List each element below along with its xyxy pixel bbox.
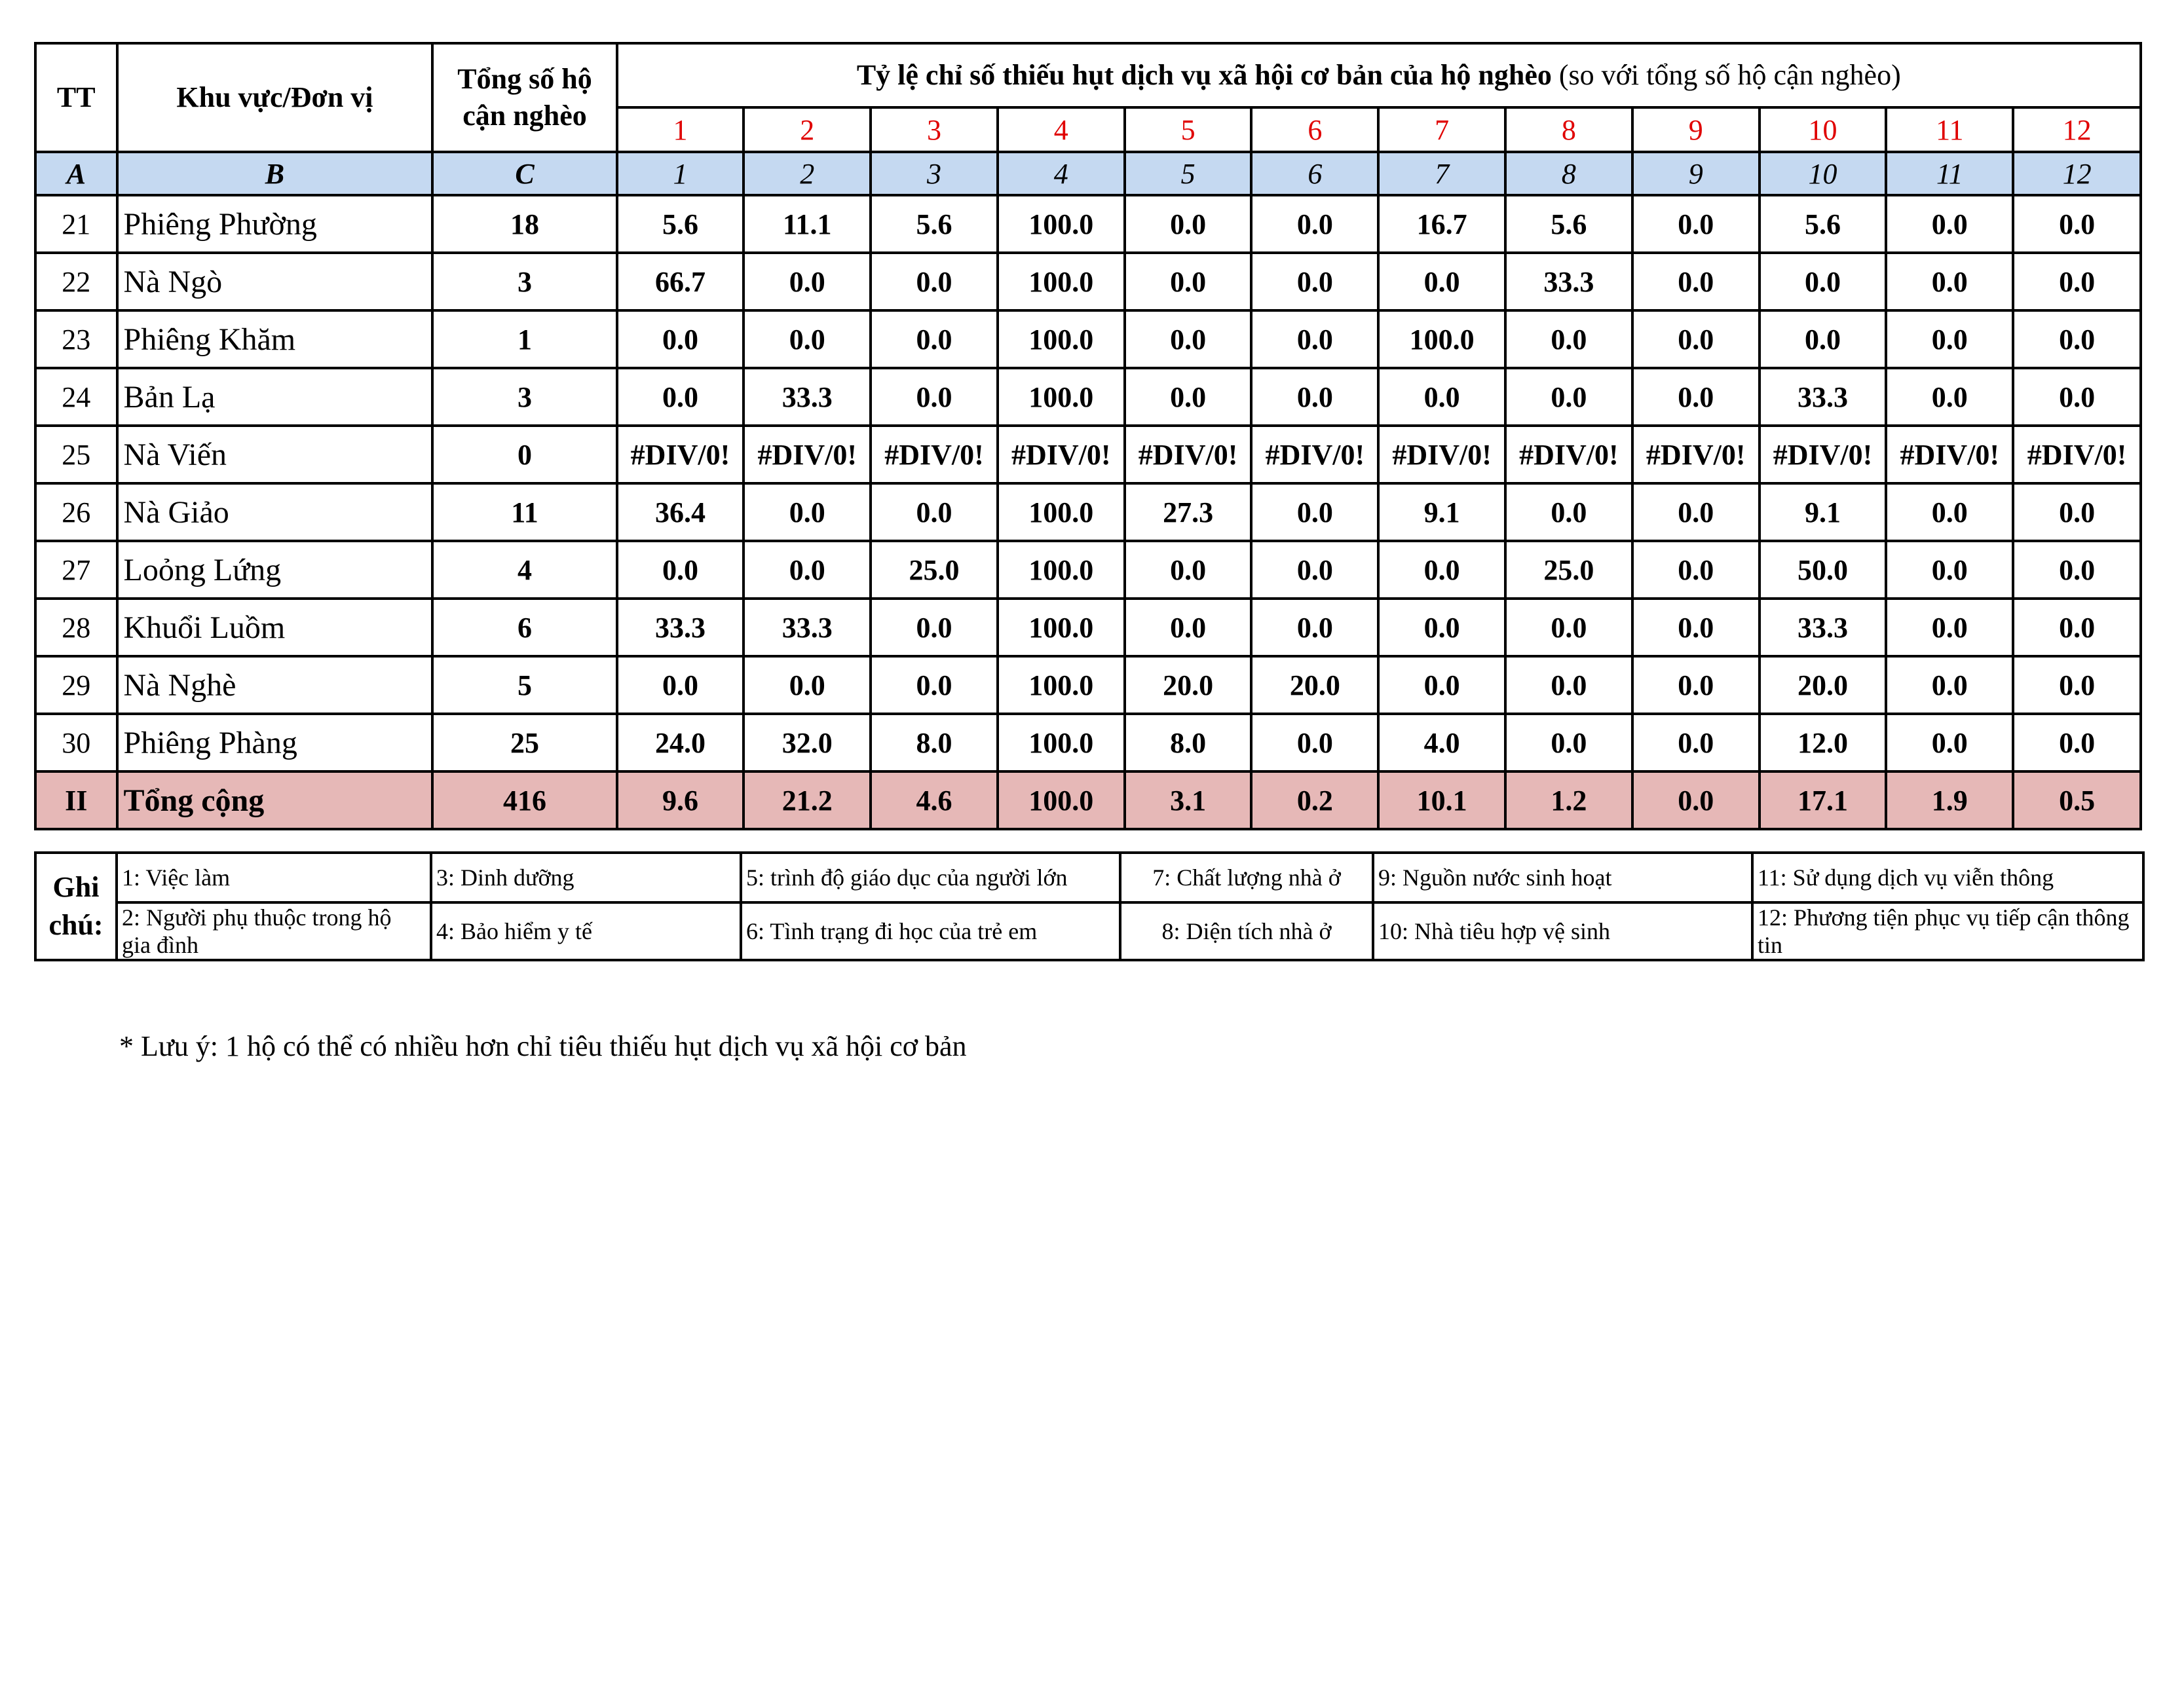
row-area-name: Loỏng Lứng [117,541,433,599]
row-tt: 27 [35,541,117,599]
note-item: 9: Nguồn nước sinh hoạt [1373,853,1752,902]
table-body [35,195,2141,829]
table-row [35,195,2141,253]
row-ratio-value: 0.0 [1886,656,2013,714]
letter-c: C [432,152,616,195]
row-ratio-value: 0.0 [1378,656,1505,714]
indicator-number: 8 [1505,107,1632,152]
row-ratio-value: 11.1 [744,195,871,253]
row-ratio-value: 0.0 [871,310,998,368]
row-ratio-value: 5.6 [871,195,998,253]
row-ratio-value: 0.0 [1505,599,1632,656]
indicator-number: 7 [1378,107,1505,152]
row-ratio-value: 33.3 [1505,253,1632,310]
row-area-name: Phiêng Phường [117,195,433,253]
ratio-title-normal: (so với tổng số hộ cận nghèo) [1551,59,1901,91]
row-ratio-value: 0.0 [1251,541,1378,599]
row-ratio-value: 9.1 [1760,483,1887,541]
row-ratio-value: 0.0 [1125,541,1252,599]
row-ratio-value: 0.0 [1378,253,1505,310]
row-ratio-value: 100.0 [1378,310,1505,368]
row-ratio-value: 33.3 [1760,368,1887,426]
note-item: 3: Dinh dưỡng [431,853,741,902]
row-ratio-value: 8.0 [871,714,998,771]
letter-col: 6 [1251,152,1378,195]
row-ratio-value: 24.0 [617,714,744,771]
row-total: 1 [432,310,616,368]
header-area: Khu vực/Đơn vị [117,43,433,152]
header-tt: TT [35,43,117,152]
row-tt: 21 [35,195,117,253]
row-ratio-value: 0.0 [744,541,871,599]
row-area-name: Nà Viến [117,426,433,483]
row-area-name: Bản Lạ [117,368,433,426]
header-total-line2: cận nghèo [462,100,587,132]
total-row [35,771,2141,829]
row-area-name: Phiêng Phàng [117,714,433,771]
row-ratio-value: 0.0 [871,599,998,656]
letter-a: A [35,152,117,195]
row-ratio-value: 0.0 [871,656,998,714]
row-ratio-value: 0.0 [1886,310,2013,368]
table-row [35,310,2141,368]
row-ratio-value: 100.0 [998,310,1125,368]
note-item: 8: Diện tích nhà ở [1120,902,1373,960]
row-ratio-value: 100.0 [998,714,1125,771]
notes-table [34,851,2145,961]
row-ratio-value: #DIV/0! [1251,426,1378,483]
row-ratio-value: 0.0 [1632,368,1760,426]
row-ratio-value: 0.0 [1632,310,1760,368]
row-tt: 25 [35,426,117,483]
letter-col: 10 [1760,152,1887,195]
note-item: 5: trình độ giáo dục của người lớn [741,853,1120,902]
row-ratio-value: 0.0 [1251,368,1378,426]
row-ratio-value: 100.0 [998,771,1125,829]
row-ratio-value: 20.0 [1251,656,1378,714]
note-item: 11: Sử dụng dịch vụ viễn thông [1752,853,2143,902]
row-ratio-value: 0.0 [2013,541,2141,599]
row-area-name: Nà Ngò [117,253,433,310]
table-row [35,368,2141,426]
header-total-near-poor [432,43,616,152]
row-total: 0 [432,426,616,483]
row-ratio-value: #DIV/0! [2013,426,2141,483]
ratio-title-bold: Tỷ lệ chỉ số thiếu hụt dịch vụ xã hội cơ bản của hộ nghèo [856,59,1552,91]
letter-col: 9 [1632,152,1760,195]
row-ratio-value: #DIV/0! [998,426,1125,483]
row-ratio-value: 0.0 [617,541,744,599]
row-area-name: Tổng cộng [117,771,433,829]
row-total: 25 [432,714,616,771]
row-ratio-value: 100.0 [998,368,1125,426]
row-ratio-value: 0.0 [1760,310,1887,368]
row-ratio-value: 33.3 [744,368,871,426]
row-ratio-value: 5.6 [1760,195,1887,253]
notes-label-line2: chú: [48,909,104,941]
note-item: 7: Chất lượng nhà ở [1120,853,1373,902]
table-row [35,714,2141,771]
row-ratio-value: 0.0 [744,253,871,310]
row-total: 3 [432,253,616,310]
row-ratio-value: 9.1 [1378,483,1505,541]
row-ratio-value: 0.0 [1251,310,1378,368]
row-ratio-value: 100.0 [998,483,1125,541]
table-row [35,483,2141,541]
row-tt: 23 [35,310,117,368]
row-ratio-value: 0.0 [1632,656,1760,714]
indicator-number: 9 [1632,107,1760,152]
row-ratio-value: 0.0 [2013,253,2141,310]
row-ratio-value: 0.0 [2013,195,2141,253]
row-ratio-value: 0.0 [1886,195,2013,253]
row-ratio-value: 100.0 [998,599,1125,656]
row-ratio-value: 0.0 [617,368,744,426]
indicator-number: 12 [2013,107,2141,152]
row-ratio-value: 0.0 [1760,253,1887,310]
row-ratio-value: 0.0 [744,656,871,714]
row-ratio-value: 0.0 [1125,599,1252,656]
row-ratio-value: 20.0 [1125,656,1252,714]
row-ratio-value: 0.0 [871,368,998,426]
table-row [35,541,2141,599]
letter-col: 8 [1505,152,1632,195]
row-ratio-value: 100.0 [998,541,1125,599]
row-total: 6 [432,599,616,656]
row-ratio-value: #DIV/0! [1505,426,1632,483]
row-ratio-value: 1.2 [1505,771,1632,829]
row-ratio-value: 0.0 [1251,483,1378,541]
row-ratio-value: 0.0 [2013,368,2141,426]
row-ratio-value: 0.0 [1378,599,1505,656]
row-ratio-value: 0.5 [2013,771,2141,829]
row-tt: 22 [35,253,117,310]
row-ratio-value: 0.0 [1125,195,1252,253]
indicator-number: 6 [1251,107,1378,152]
row-ratio-value: 4.0 [1378,714,1505,771]
row-ratio-value: #DIV/0! [1378,426,1505,483]
row-ratio-value: #DIV/0! [1632,426,1760,483]
row-ratio-value: 0.0 [1125,253,1252,310]
row-ratio-value: 0.0 [2013,714,2141,771]
row-ratio-value: 50.0 [1760,541,1887,599]
row-ratio-value: 0.0 [617,310,744,368]
row-ratio-value: 25.0 [871,541,998,599]
row-ratio-value: 0.0 [1886,253,2013,310]
row-area-name: Khuổi Luồm [117,599,433,656]
note-item: 12: Phương tiện phục vụ tiếp cận thông tin [1752,902,2143,960]
row-tt: 24 [35,368,117,426]
letter-col: 12 [2013,152,2141,195]
row-ratio-value: 0.0 [1632,541,1760,599]
table-header [35,43,2141,195]
row-ratio-value: 33.3 [617,599,744,656]
row-ratio-value: 3.1 [1125,771,1252,829]
indicator-number: 4 [998,107,1125,152]
row-total: 11 [432,483,616,541]
row-area-name: Phiêng Khăm [117,310,433,368]
row-ratio-value: 0.0 [1251,253,1378,310]
note-item: 2: Người phụ thuộc trong hộ gia đình [117,902,431,960]
row-ratio-value: #DIV/0! [744,426,871,483]
row-ratio-value: 36.4 [617,483,744,541]
row-total: 416 [432,771,616,829]
row-ratio-value: 1.9 [1886,771,2013,829]
row-ratio-value: 0.0 [1886,599,2013,656]
row-ratio-value: 0.0 [1505,714,1632,771]
letter-col: 4 [998,152,1125,195]
row-ratio-value: 0.0 [2013,599,2141,656]
row-ratio-value: 66.7 [617,253,744,310]
row-area-name: Nà Giảo [117,483,433,541]
row-ratio-value: 0.0 [1125,310,1252,368]
letter-col: 7 [1378,152,1505,195]
notes-label [35,853,117,960]
row-ratio-value: 20.0 [1760,656,1887,714]
row-total: 18 [432,195,616,253]
row-ratio-value: 0.0 [1378,541,1505,599]
row-ratio-value: 0.0 [1632,253,1760,310]
row-tt: 29 [35,656,117,714]
table-row [35,426,2141,483]
table-row [35,656,2141,714]
row-ratio-value: 0.0 [744,310,871,368]
row-ratio-value: 33.3 [744,599,871,656]
row-ratio-value: #DIV/0! [1886,426,2013,483]
table-row [35,253,2141,310]
row-ratio-value: 100.0 [998,656,1125,714]
row-ratio-value: 0.0 [1378,368,1505,426]
footnote: * Lưu ý: 1 hộ có thể có nhiều hơn chỉ tiêu thiếu hụt dịch vụ xã hội cơ bản [119,1030,967,1062]
row-ratio-value: 0.0 [1886,714,2013,771]
row-ratio-value: 0.0 [871,253,998,310]
row-ratio-value: 5.6 [1505,195,1632,253]
row-ratio-value: 0.0 [1251,714,1378,771]
row-ratio-value: 0.0 [744,483,871,541]
row-ratio-value: 5.6 [617,195,744,253]
row-ratio-value: 17.1 [1760,771,1887,829]
letter-col: 2 [744,152,871,195]
row-ratio-value: 32.0 [744,714,871,771]
row-ratio-value: 10.1 [1378,771,1505,829]
row-ratio-value: 0.0 [1632,195,1760,253]
row-ratio-value: 0.0 [871,483,998,541]
letter-col: 5 [1125,152,1252,195]
row-ratio-value: 0.0 [1886,368,2013,426]
row-ratio-value: 12.0 [1760,714,1887,771]
row-tt: II [35,771,117,829]
row-total: 5 [432,656,616,714]
note-item: 1: Việc làm [117,853,431,902]
note-item: 4: Bảo hiểm y tế [431,902,741,960]
row-ratio-value: 0.0 [1505,656,1632,714]
row-ratio-value: 4.6 [871,771,998,829]
row-ratio-value: 9.6 [617,771,744,829]
indicator-number: 1 [617,107,744,152]
row-ratio-value: 100.0 [998,195,1125,253]
row-ratio-value: 0.0 [1632,483,1760,541]
row-ratio-value: #DIV/0! [1125,426,1252,483]
row-tt: 26 [35,483,117,541]
row-ratio-value: 0.0 [1251,599,1378,656]
table-row [35,599,2141,656]
row-total: 4 [432,541,616,599]
row-ratio-value: 0.0 [1505,310,1632,368]
row-total: 3 [432,368,616,426]
row-ratio-value: #DIV/0! [871,426,998,483]
row-area-name: Nà Nghè [117,656,433,714]
row-ratio-value: 0.0 [617,656,744,714]
row-ratio-value: 27.3 [1125,483,1252,541]
indicator-number: 2 [744,107,871,152]
letter-col: 3 [871,152,998,195]
row-ratio-value: 21.2 [744,771,871,829]
row-tt: 28 [35,599,117,656]
deprivation-table [34,42,2142,830]
row-ratio-value: 100.0 [998,253,1125,310]
notes-label-line1: Ghi [52,871,100,903]
row-ratio-value: 8.0 [1125,714,1252,771]
header-total-line1: Tổng số hộ [457,63,592,95]
row-ratio-value: 0.0 [1251,195,1378,253]
header-ratio-title [617,43,2141,107]
row-ratio-value: 0.0 [1632,599,1760,656]
row-ratio-value: 0.0 [1886,483,2013,541]
row-ratio-value: 0.0 [1125,368,1252,426]
letter-col: 1 [617,152,744,195]
row-ratio-value: 0.0 [1632,714,1760,771]
row-ratio-value: 0.0 [1505,483,1632,541]
row-ratio-value: #DIV/0! [1760,426,1887,483]
note-item: 6: Tình trạng đi học của trẻ em [741,902,1120,960]
indicator-number: 11 [1886,107,2013,152]
letter-b: B [117,152,433,195]
row-ratio-value: 33.3 [1760,599,1887,656]
indicator-number: 5 [1125,107,1252,152]
row-ratio-value: 0.0 [1886,541,2013,599]
letter-col: 11 [1886,152,2013,195]
row-ratio-value: 16.7 [1378,195,1505,253]
row-ratio-value: 0.2 [1251,771,1378,829]
letter-row [35,152,2141,195]
indicator-number: 3 [871,107,998,152]
row-ratio-value: 25.0 [1505,541,1632,599]
row-ratio-value: 0.0 [2013,656,2141,714]
row-ratio-value: 0.0 [2013,483,2141,541]
row-ratio-value: 0.0 [1505,368,1632,426]
row-ratio-value: #DIV/0! [617,426,744,483]
note-item: 10: Nhà tiêu hợp vệ sinh [1373,902,1752,960]
report-sheet [34,42,2142,830]
row-tt: 30 [35,714,117,771]
row-ratio-value: 0.0 [2013,310,2141,368]
indicator-number: 10 [1760,107,1887,152]
row-ratio-value: 0.0 [1632,771,1760,829]
